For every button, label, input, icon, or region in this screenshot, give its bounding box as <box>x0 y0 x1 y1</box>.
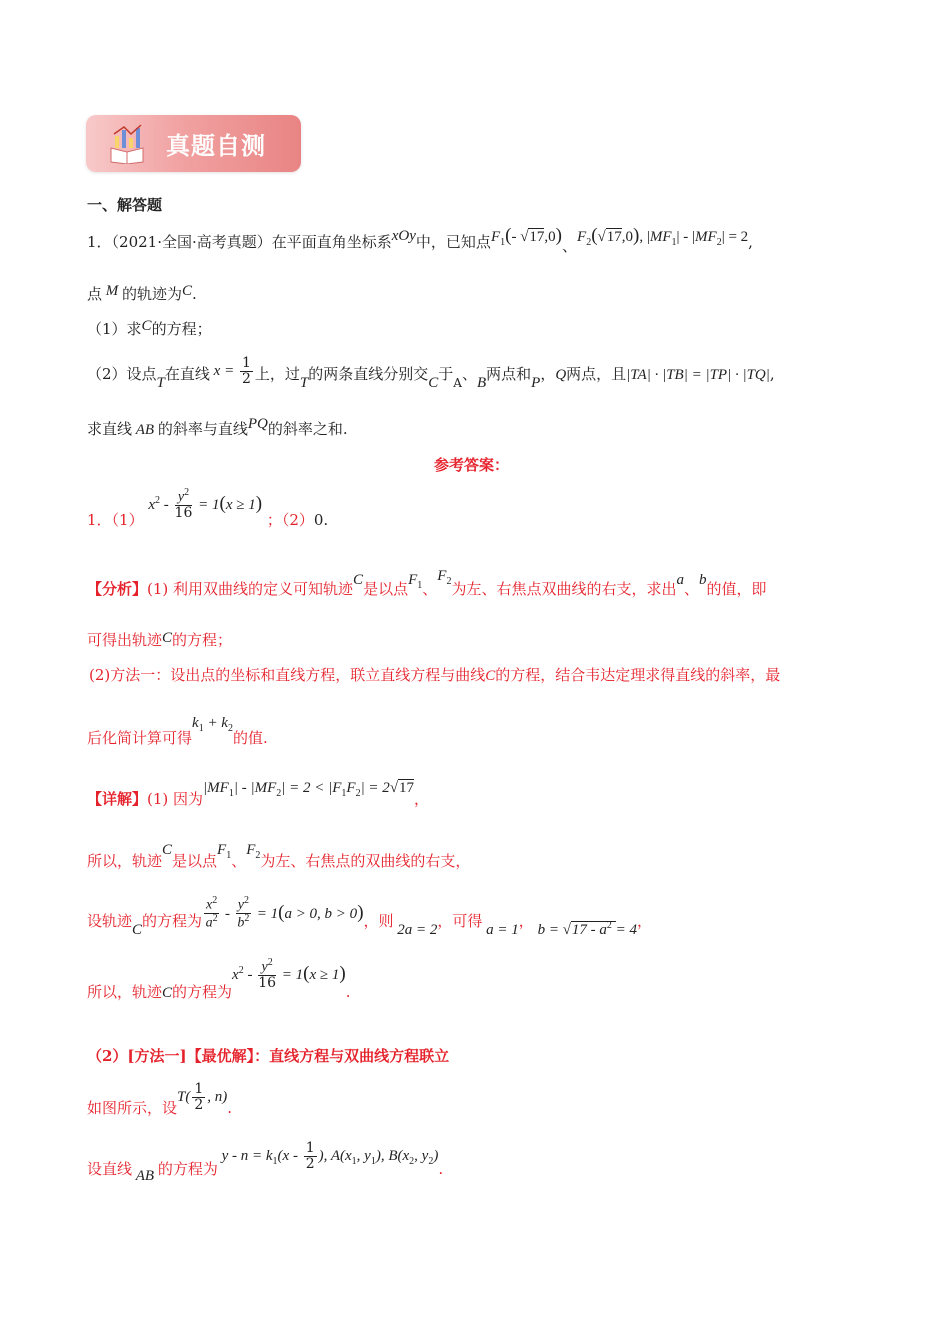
analysis-tag: 【分析】 <box>87 580 148 598</box>
answer-mid: ；（2） <box>266 510 314 529</box>
problem-last-line: 求直线 AB 的斜率与直线PQ的斜率之和. <box>87 416 348 438</box>
problem-text: 求直线 <box>87 420 133 438</box>
problem-text: 两点和 <box>486 365 532 384</box>
detail-line-1: 【详解】(1) 因为$|MF_1| - |MF_2| = 2 < |F_1F_2| = 2√17$， <box>87 780 430 808</box>
book-chart-icon <box>108 124 146 164</box>
problem-source: （2021·全国·高考真题）在平面直角坐标系 <box>111 233 392 251</box>
problem-line-1: 1．（2021·全国·高考真题）在平面直角坐标系xOy中，已知点$F_1(-$ √17,0)、$F_2(√17,0)$, $|MF_1| - |MF_2| = 2$, <box>87 225 753 255</box>
answer-prefix: 1．（1） <box>87 510 144 529</box>
problem-text: 于 <box>438 365 454 384</box>
problem-text: 的斜率与直线 <box>157 420 248 438</box>
detail-line-3: 设轨迹C的方程为 $\frac{x^2}{a^2}$ - $\frac{y^2}{b^2}$ = 1(a > 0, b > 0)，则 2a = 2，可得 a = 1， $b = √17 - a^2 = 4$， <box>87 895 653 938</box>
analysis-text: (2)方法一：设出点的坐标和直线方程，联立直线方程与曲线 <box>89 666 486 684</box>
method-text: 设直线 <box>87 1160 133 1179</box>
analysis-text: 的值. <box>232 729 268 747</box>
problem-part-1: （1）求C的方程； <box>87 318 212 338</box>
analysis-text: 的方程； <box>172 631 233 649</box>
problem-part-2: （2）设点T在直线 x = $\frac{1}{2}$ 上，过T的两条直线分别交C于$_A$、B两点和P，Q两点，且|TA| · |TB| = |TP| · |TQ|, <box>87 355 775 392</box>
detail-text: ，可得 <box>437 911 483 930</box>
detail-line-4: 所以，轨迹C的方程为$x^2$ - $\frac{y^2}{16}$ = 1(x ≥ 1). <box>87 957 351 1001</box>
analysis-text: 是以点 <box>363 580 409 598</box>
analysis-text: 为左、右焦点双曲线的右支，求出 <box>451 580 677 598</box>
analysis-text: 可得出轨迹 <box>87 631 163 649</box>
analysis-text: 后化简计算可得 <box>87 729 193 747</box>
detail-text: ，则 <box>363 911 394 930</box>
detail-text: 的方程为 <box>172 982 233 1001</box>
answer-title: 参考答案： <box>434 456 510 474</box>
problem-text: （2）设点 <box>87 365 157 384</box>
problem-text: 点 <box>87 285 103 303</box>
analysis-text: 的值，即 <box>706 580 767 598</box>
method-text: 如图所示，设 <box>87 1099 178 1118</box>
detail-text: (1) 因为 <box>147 790 204 808</box>
method-heading: （2）[方法一]【最优解】：直线方程与双曲线方程联立 <box>87 1047 450 1065</box>
detail-text: 为左、右焦点的双曲线的右支， <box>260 852 471 870</box>
answer-value: 0 <box>313 510 324 529</box>
method-line-1: 如图所示，设T( $\frac{1}{2}$ , n). <box>87 1081 233 1118</box>
detail-text: 所以，轨迹 <box>87 852 163 870</box>
analysis-line-4: 后化简计算可得$k_1 + k_2$的值. <box>87 715 268 747</box>
problem-line-2: 点 M 的轨迹为C. <box>87 283 197 303</box>
method-line-2: 设直线 AB 的方程为 $y - n = k_1(x$ - $\frac{1}{2}$ ), $A(x_1$, $y_1$), $B(x_2$, $y_2$). <box>87 1140 444 1185</box>
section-title: 一、解答题 <box>87 196 163 214</box>
problem-text: 两点，且 <box>566 365 627 384</box>
method-text: 的方程为 <box>157 1160 218 1179</box>
problem-text: 在直线 <box>164 365 210 384</box>
detail-line-2: 所以，轨迹C是以点$F_1$、$F_2$为左、右焦点的双曲线的右支， <box>87 842 471 870</box>
separator: 、 <box>562 237 578 255</box>
analysis-line-3: (2)方法一：设出点的坐标和直线方程，联立直线方程与曲线C的方程，结合韦达定理求得直线的斜率，最 <box>89 666 781 684</box>
section-banner <box>86 115 301 172</box>
problem-text: 的两条直线分别交 <box>308 365 429 384</box>
detail-tag: 【详解】 <box>87 790 148 808</box>
answer-line: 1．（1） $x^2$ - $\frac{y^2}{16}$ = 1(x ≥ 1) ；（2）0. <box>87 487 329 529</box>
analysis-line-2: 可得出轨迹C的方程； <box>87 630 233 649</box>
problem-text: （1）求 <box>87 320 142 338</box>
problem-text: 中，已知点 <box>415 233 491 251</box>
analysis-text: (1) 利用双曲线的定义可知轨迹 <box>147 580 354 598</box>
analysis-text: 的方程，结合韦达定理求得直线的斜率，最 <box>495 666 781 684</box>
detail-text: 所以，轨迹 <box>87 982 163 1001</box>
problem-text: 的轨迹为 <box>122 285 183 303</box>
problem-text: 的方程； <box>151 320 212 338</box>
detail-text: 设轨迹 <box>87 911 133 930</box>
banner-title: 真题自测 <box>166 132 266 160</box>
detail-text: 的方程为 <box>142 911 203 930</box>
problem-text: 的斜率之和. <box>267 420 348 438</box>
problem-number: 1． <box>87 233 112 251</box>
analysis-line-1: 【分析】(1) 利用双曲线的定义可知轨迹C是以点$F_1$、$F_2$为左、右焦点双曲线的右支，求出a、b的值，即 <box>87 568 767 598</box>
problem-text: 上，过 <box>254 365 300 384</box>
detail-text: 是以点 <box>172 852 218 870</box>
